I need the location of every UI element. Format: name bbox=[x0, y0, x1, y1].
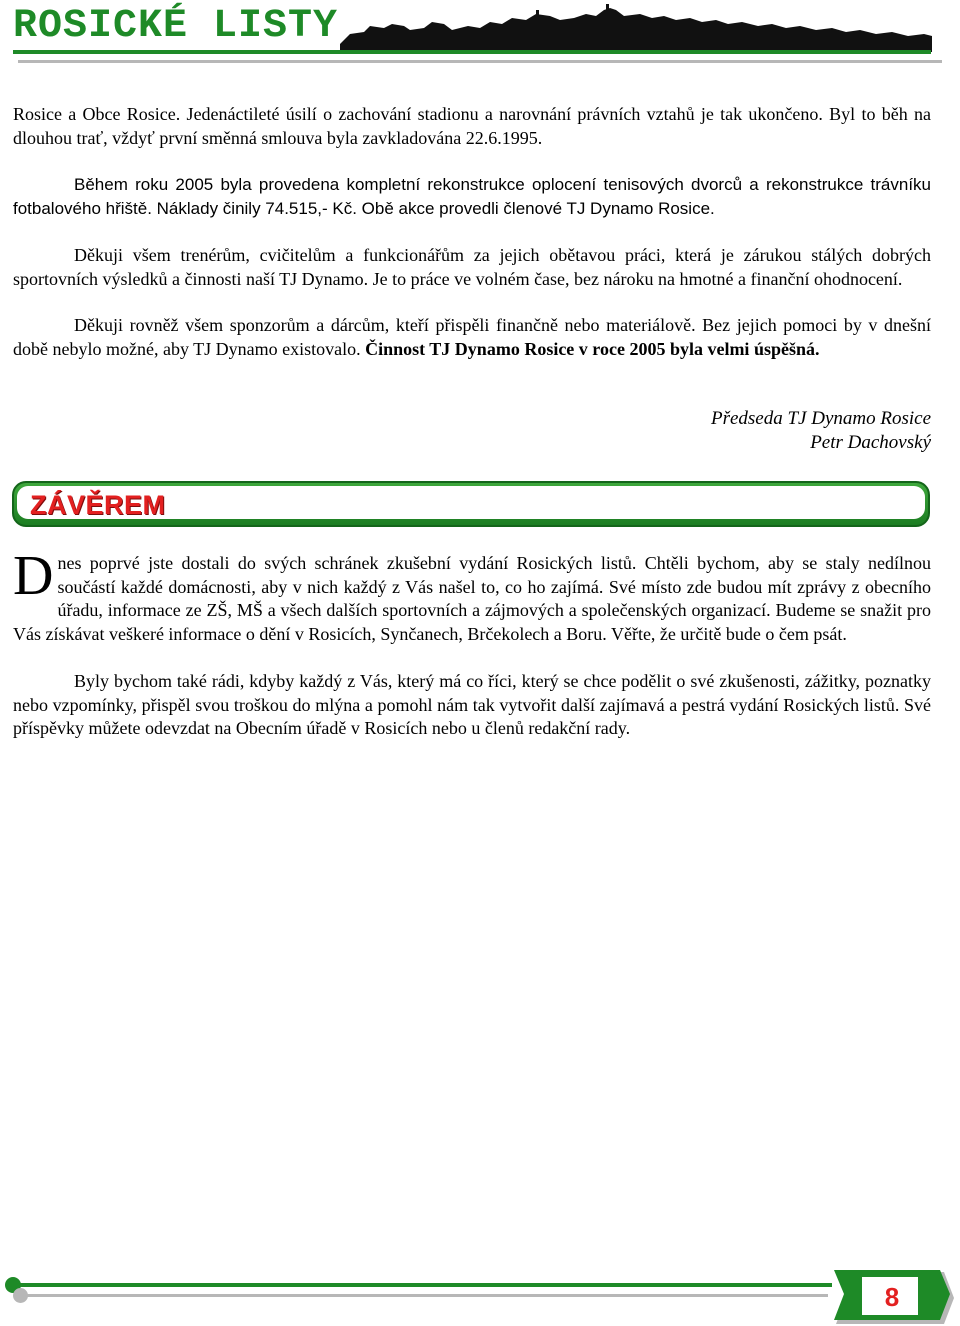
footer-rule bbox=[12, 1283, 832, 1287]
section-title: ZÁVĚREM bbox=[30, 490, 166, 520]
paragraph-text: Během roku 2005 byla provedena kompletní rekonstrukce oplocení tenisových dvorců a rekonstrukce trávníku fotbalového hřiště. Náklady činily 74.515,- Kč. Obě akce provedli členové TJ Dynamo Rosice. bbox=[13, 175, 931, 218]
drop-cap: D bbox=[13, 545, 54, 607]
paragraph-text: Děkuji všem trenérům, cvičitelům a funkcionářům za jejich obětavou práci, která je zárukou stálých dobrých sportovních výsledků a činnosti naší TJ Dynamo. Je to práce ve volném čase, bez nároku na hmotné a finanční ohodnocení. bbox=[13, 245, 931, 289]
section-banner bbox=[12, 481, 930, 527]
paragraph-text: Děkuji rovněž všem sponzorům a dárcům, kteří přispěli finančně nebo materiálově. Bez jejich pomoci by v dnešní době nebylo možné, aby TJ Dynamo existovalo. bbox=[13, 315, 931, 359]
page-number: 8 bbox=[884, 1282, 900, 1312]
town-skyline-icon bbox=[340, 4, 932, 52]
highlight-text: Činnost TJ Dynamo Rosice v roce 2005 byla velmi úspěšná. bbox=[365, 338, 820, 359]
paragraph-text: Byly bychom také rádi, kdyby každý z Vás, který má co říci, který se chce podělit o své zkušenosti, zážitky, poznatky nebo vzpomínky, přispěl svou troškou do mlýna a pomohl nám tak vytvořit další zajímavá a pestrá vydání Rosických listů. Své příspěvky můžete odevzdat na Obecním úřadě v Rosicích nebo u členů redakční rady. bbox=[13, 671, 931, 738]
paragraph-text: Rosice a Obce Rosice. Jedenáctileté úsilí o zachování stadionu a narovnání právních vztahů je tak ukončeno. Byl to běh na dlouhou trať, vždyť první směnná smlouva byla zavkladována 22.6.1995. bbox=[13, 104, 931, 148]
masthead bbox=[0, 0, 960, 70]
article-paragraph bbox=[13, 314, 931, 361]
article-paragraph bbox=[13, 103, 931, 150]
footer-dot-shadow-icon bbox=[13, 1288, 28, 1303]
masthead-rule bbox=[13, 50, 931, 54]
masthead-title: ROSICKÉ LISTY bbox=[13, 4, 339, 49]
masthead-shadow-rule bbox=[18, 60, 942, 63]
footer-shadow-rule bbox=[20, 1294, 828, 1297]
article-paragraph bbox=[13, 670, 931, 741]
signature-name: Petr Dachovský bbox=[810, 432, 931, 453]
article-paragraph bbox=[13, 173, 931, 220]
article-paragraph bbox=[13, 244, 931, 291]
article-paragraph bbox=[13, 545, 931, 646]
paragraph-text: nes poprvé jste dostali do svých schránek zkušební vydání Rosických listů. Chtěli bychom, aby se staly nedílnou součástí každé domácnosti, aby v nich každý z Vás našel to, co ho zajímá. Své místo zde budou mít zprávy z obecního úřadu, informace ze ZŠ, MŠ a všech dalších sportovních a zájmových a společenských organizací. Budeme se snažit pro Vás získávat veškeré informace o dění v Rosicích, Synčanech, Brčekolech a Boru. Věřte, že určitě bude o čem psát. bbox=[13, 553, 931, 644]
signature-role: Předseda TJ Dynamo Rosice bbox=[710, 408, 931, 429]
